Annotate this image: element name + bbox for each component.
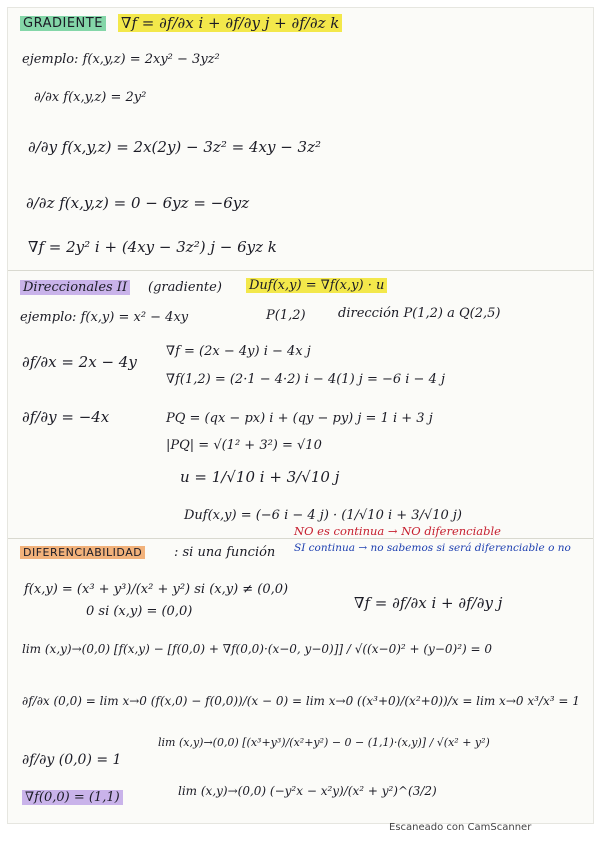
section-divider (8, 538, 593, 539)
piecewise-function-case2: 0 si (x,y) = (0,0) (86, 604, 193, 619)
direccionales-unit-vector: u = 1/√10 i + 3/√10 j (180, 468, 340, 486)
partial-x-at-origin: ∂f/∂x (0,0) = lim x→0 (f(x,0) − f(0,0))/(x − 0) = lim x→0 ((x³+0)/(x²+0))/x = lim x→0 x³/x³ = 1 (22, 694, 580, 708)
gradient-dfdz: ∂/∂z f(x,y,z) = 0 − 6yz = −6yz (26, 194, 250, 212)
gradient-dfdx: ∂/∂x f(x,y,z) = 2y² (34, 90, 147, 105)
direccionales-grad: ∇f = (2x − 4y) i − 4x j (166, 344, 311, 359)
section-title-gradiente: GRADIENTE (20, 16, 106, 31)
section-divider (8, 270, 593, 271)
differentiability-limit-definition: lim (x,y)→(0,0) [f(x,y) − [f(0,0) + ∇f(0,0)·(x−0, y−0)]] / √((x−0)² + (y−0)²) = 0 (22, 642, 493, 656)
gradient-example: ejemplo: f(x,y,z) = 2xy² − 3yz² (22, 52, 220, 67)
diferenciabilidad-note-not-continuous: NO es continua → NO diferenciable (294, 524, 501, 538)
direccionales-dfdy: ∂f/∂y = −4x (22, 408, 110, 426)
section-title-direccionales: Direccionales II (20, 280, 130, 295)
gradient-at-origin: ∇f(0,0) = (1,1) (22, 790, 123, 805)
direccionales-point: P(1,2) (266, 308, 306, 323)
piecewise-function-case1: f(x,y) = (x³ + y³)/(x² + y²) si (x,y) ≠ (0,0) (24, 582, 289, 597)
gradient-dfdy: ∂/∂y f(x,y,z) = 2x(2y) − 3z² = 4xy − 3z² (28, 138, 321, 156)
notebook-page (8, 8, 593, 823)
scanner-watermark: Escaneado con CamScanner (389, 822, 532, 833)
direccionales-grad-at-point: ∇f(1,2) = (2·1 − 4·2) i − 4(1) j = −6 i − 4 j (166, 372, 446, 387)
gradient-formula: ∇f = ∂f/∂x i + ∂f/∂y j + ∂f/∂z k (118, 14, 342, 32)
limit-final-expression: lim (x,y)→(0,0) (−y²x − x²y)/(x² + y²)^(3/2) (178, 784, 437, 798)
direccionales-example: ejemplo: f(x,y) = x² − 4xy (20, 310, 189, 325)
direccionales-subtitle: (gradiente) (148, 280, 222, 295)
limit-substituted: lim (x,y)→(0,0) [(x³+y³)/(x²+y²) − 0 − (1,1)·(x,y)] / √(x² + y²) (158, 736, 490, 749)
gradient-result: ∇f = 2y² i + (4xy − 3z²) j − 6yz k (28, 238, 277, 256)
direccionales-pq-norm: |PQ| = √(1² + 3²) = √10 (166, 438, 322, 453)
direccionales-pq: PQ = (qx − px) i + (qy − py) j = 1 i + 3 j (166, 411, 433, 426)
partial-y-at-origin: ∂f/∂y (0,0) = 1 (22, 752, 122, 768)
section-title-diferenciabilidad: DIFERENCIABILIDAD (20, 545, 145, 560)
direccionales-dfdx: ∂f/∂x = 2x − 4y (22, 353, 137, 371)
diferenciabilidad-note-continuous: SI continua → no sabemos si será diferenciable o no (294, 542, 571, 554)
diferenciabilidad-gradient: ∇f = ∂f/∂x i + ∂f/∂y j (354, 594, 503, 612)
direccionales-direction: dirección P(1,2) a Q(2,5) (338, 306, 501, 321)
diferenciabilidad-lead: : si una función (174, 545, 276, 560)
direccionales-result: Duf(x,y) = (−6 i − 4 j) · (1/√10 i + 3/√10 j) (184, 508, 463, 523)
directional-formula: Duf(x,y) = ∇f(x,y) · u (246, 278, 387, 293)
